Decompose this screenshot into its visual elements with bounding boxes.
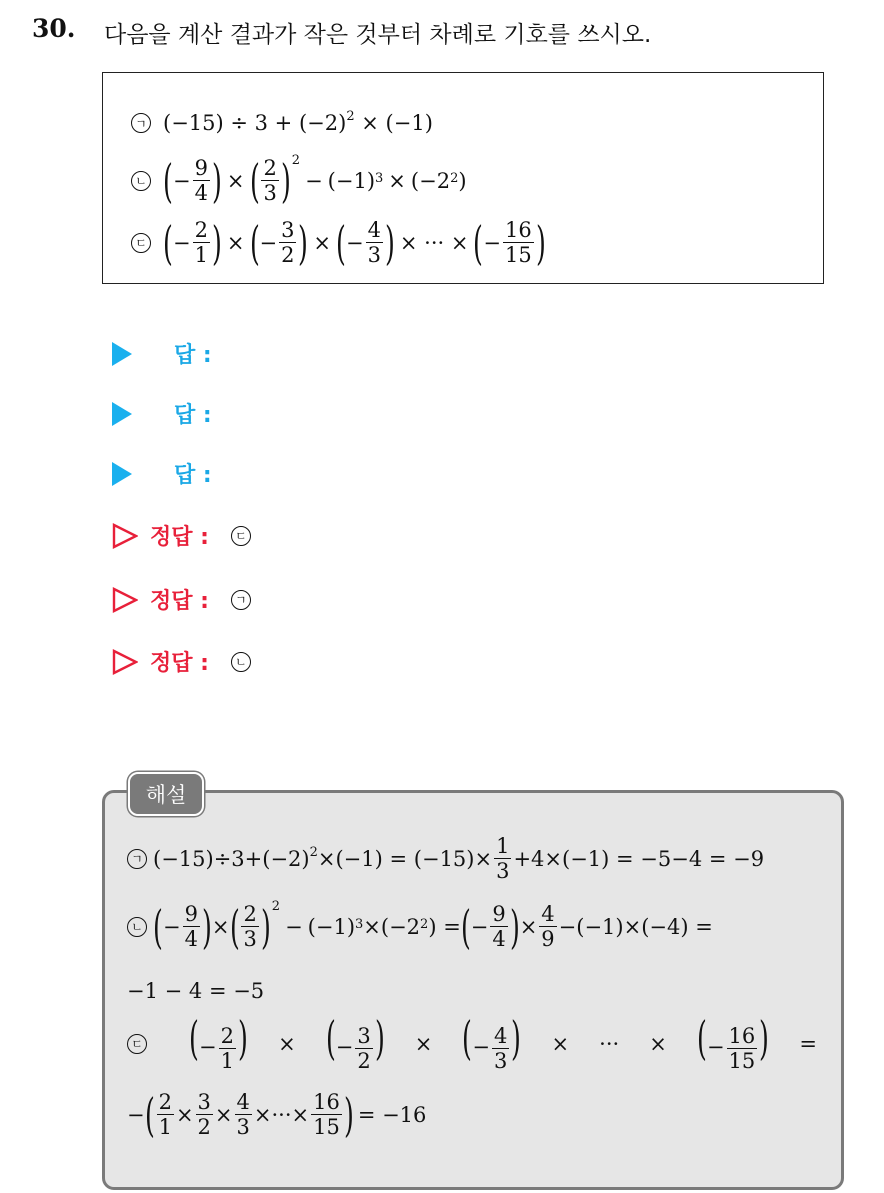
correct-row-2	[112, 584, 263, 615]
solution-box	[102, 790, 844, 1190]
correct-label: 정답 :	[150, 651, 209, 676]
symbol-a: ㄱ	[127, 849, 147, 869]
symbol-b: ㄴ	[127, 917, 147, 937]
solution-b-2: −1 − 4 = −5	[127, 979, 265, 1003]
solution-a: ㄱ $(-15)\div 3+(-2)^2\times(-1) = (-15)\times$ $\frac{1}{3}$ +4×(−1) = −5−4 = −9	[127, 835, 764, 882]
solution-tab: 해설	[128, 772, 204, 816]
correct-row-3	[112, 646, 263, 677]
question-number: 30.	[32, 14, 76, 43]
correct-row-1	[112, 520, 263, 551]
play-icon	[112, 402, 132, 426]
correct-label: 정답 :	[150, 525, 209, 550]
problem-box	[102, 72, 824, 284]
correct-symbol: ㄱ	[231, 590, 251, 610]
symbol-c: ㄷ	[127, 1034, 147, 1054]
play-icon	[112, 462, 132, 486]
solution-c-1: ㄷ (− $\frac{2}{1}$ ) × (− $\frac{3}{2}$ ) × (− $\frac{4}{3}$ ) × ··· × (− $\frac{16}{15}$ ) =	[127, 1015, 817, 1072]
answer-row-1[interactable]	[112, 338, 212, 369]
symbol-a: ㄱ	[131, 113, 151, 133]
triangle-outline-icon	[112, 649, 138, 675]
triangle-outline-icon	[112, 523, 138, 549]
correct-symbol: ㄷ	[231, 526, 251, 546]
answer-label: 답 :	[174, 343, 212, 368]
solution-b-1: ㄴ ( − $\frac{9}{4}$ ) × ( $\frac{2}{3}$ ) 2 − (−1) 3 ×(−2 2 ) = ( − $\frac{9}{4}$ ) × $\frac{4}{9}$ −(−1)×(−4) =	[127, 903, 713, 950]
play-icon	[112, 342, 132, 366]
symbol-c: ㄷ	[131, 233, 151, 253]
problem-c: ㄷ ( − $\frac{2}{1}$ ) × ( − $\frac{3}{2}$ ) × ( − $\frac{4}{3}$ ) × ··· × ( − $\frac{16}{15}$ )	[131, 219, 546, 266]
correct-label: 정답 :	[150, 589, 209, 614]
solution-c-2: − ( $\frac{2}{1}$ × $\frac{3}{2}$ × $\frac{4}{3}$ ×···× $\frac{16}{15}$ ) = −16	[127, 1087, 427, 1142]
answer-label: 답 :	[174, 463, 212, 488]
problem-a: ㄱ $(-15) \div 3 + (-2)^2 \times (-1)$	[131, 111, 433, 135]
triangle-outline-icon	[112, 587, 138, 613]
answer-row-3[interactable]	[112, 458, 212, 489]
problem-b: ㄴ ( − $\frac{9}{4}$ ) × ( $\frac{2}{3}$ ) 2 − (−1) 3 × (−2 2 )	[131, 157, 467, 204]
answer-row-2[interactable]	[112, 398, 212, 429]
question-text: 다음을 계산 결과가 작은 것부터 차례로 기호를 쓰시오.	[104, 22, 652, 48]
symbol-b: ㄴ	[131, 171, 151, 191]
correct-symbol: ㄴ	[231, 652, 251, 672]
answer-label: 답 :	[174, 403, 212, 428]
